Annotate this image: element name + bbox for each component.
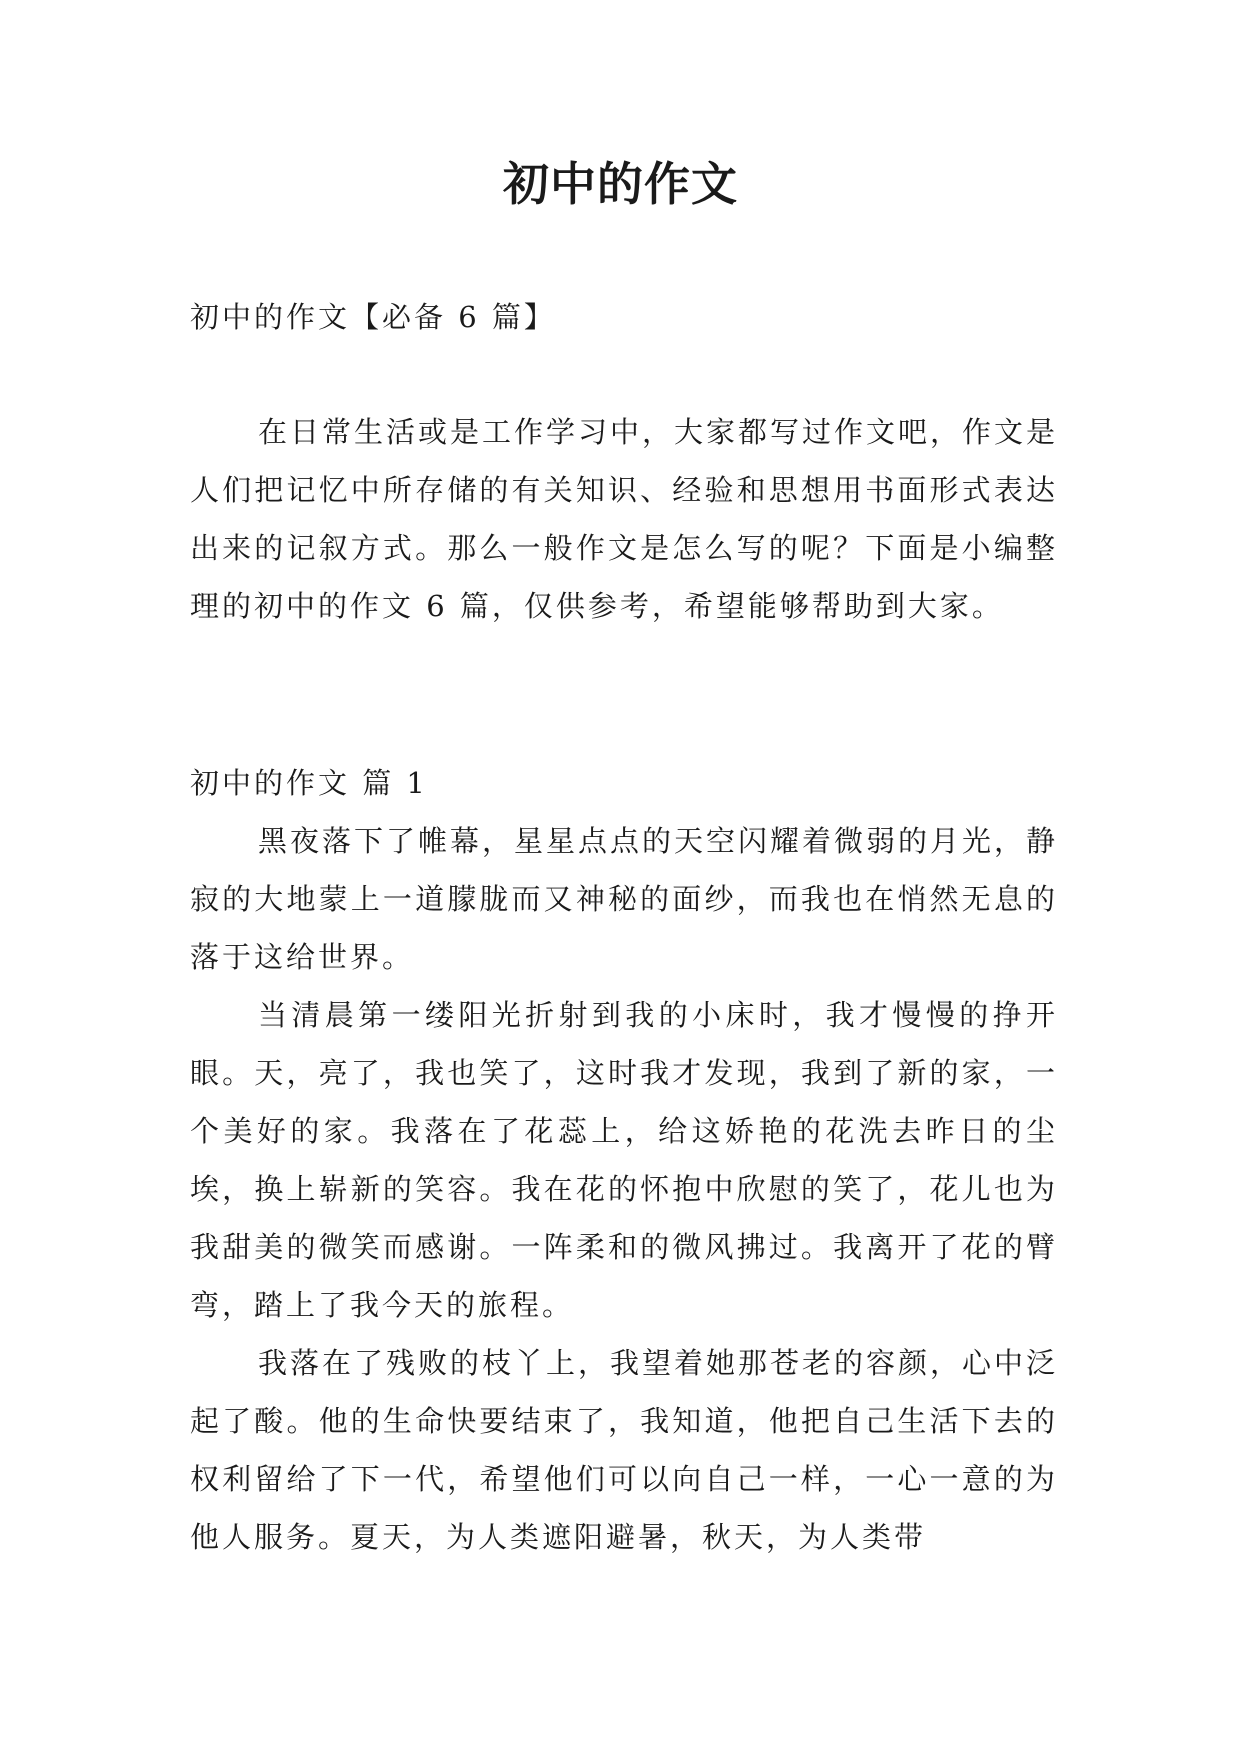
intro-paragraph: 在日常生活或是工作学习中，大家都写过作文吧，作文是人们把记忆中所存储的有关知识、经验和思想用书面形式表达出来的记叙方式。那么一般作文是怎么写的呢？下面是小编整理的初中的作文 6 篇，仅供参考，希望能够帮助到大家。 — [190, 415, 1059, 623]
document-subtitle: 初中的作文【必备 6 篇】 — [190, 300, 556, 334]
essay-paragraph: 黑夜落下了帷幕，星星点点的天空闪耀着微弱的月光，静寂的大地蒙上一道朦胧而又神秘的面纱，而我也在悄然无息的落于这给世界。 — [190, 824, 1059, 974]
essay-paragraph: 我落在了残败的枝丫上，我望着她那苍老的容颜，心中泛起了酸。他的生命快要结束了，我知道，他把自己生活下去的权利留给了下一代，希望他们可以向自己一样，一心一意的为他人服务。夏天，为人类遮阳避暑，秋天，为人类带 — [190, 1346, 1059, 1554]
section-heading: 初中的作文 篇 1 — [190, 766, 428, 800]
document-title: 初中的作文 — [503, 157, 738, 211]
essay-paragraph: 当清晨第一缕阳光折射到我的小床时，我才慢慢的挣开眼。天，亮了，我也笑了，这时我才发现，我到了新的家，一个美好的家。我落在了花蕊上，给这娇艳的花洗去昨日的尘埃，换上崭新的笑容。我在花的怀抱中欣慰的笑了，花儿也为我甜美的微笑而感谢。一阵柔和的微风拂过。我离开了花的臂弯，踏上了我今天的旅程。 — [190, 998, 1058, 1322]
essay-body — [190, 812, 1058, 1566]
